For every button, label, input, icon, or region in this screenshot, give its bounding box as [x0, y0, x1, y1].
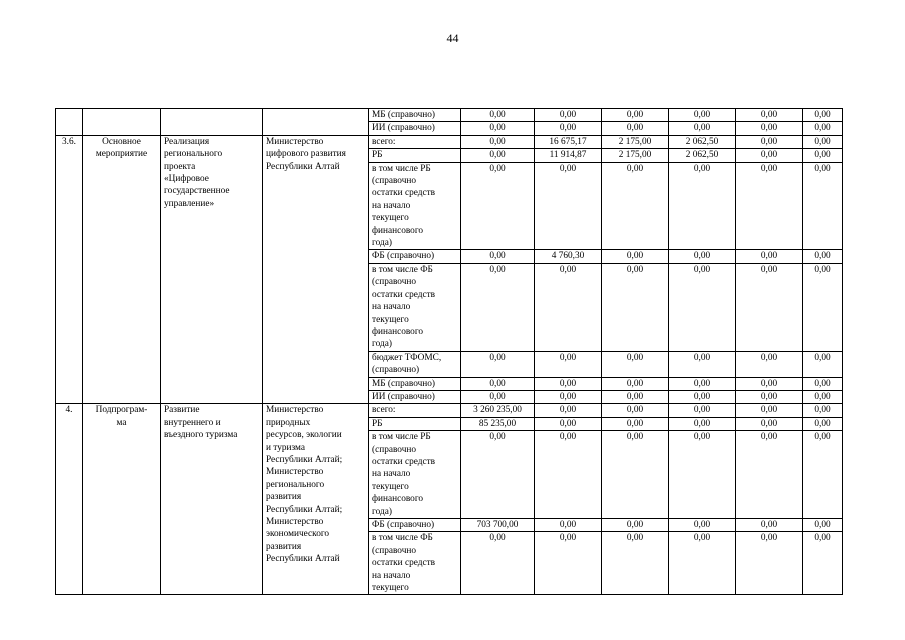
item-number: 4. — [56, 404, 83, 595]
value-cell: 0,00 — [602, 404, 669, 417]
empty-cell — [263, 109, 369, 136]
value-cell: 0,00 — [803, 417, 843, 430]
source-cell: всего: — [369, 404, 461, 417]
value-cell: 0,00 — [602, 390, 669, 403]
source-cell: МБ (справочно) — [369, 109, 461, 122]
item-name: Реализация регионального проекта «Цифровое государственное управление» — [161, 135, 263, 404]
value-cell: 0,00 — [461, 162, 535, 250]
value-cell: 0,00 — [803, 250, 843, 263]
value-cell: 0,00 — [803, 162, 843, 250]
table-row — [56, 135, 843, 148]
value-cell: 0,00 — [461, 149, 535, 162]
source-cell: ИИ (справочно) — [369, 122, 461, 135]
value-cell: 0,00 — [602, 532, 669, 595]
empty-cell — [83, 109, 161, 136]
value-cell: 2 175,00 — [602, 135, 669, 148]
value-cell: 0,00 — [803, 263, 843, 351]
value-cell: 0,00 — [461, 250, 535, 263]
source-cell: всего: — [369, 135, 461, 148]
source-cell: РБ — [369, 417, 461, 430]
value-cell: 0,00 — [669, 417, 736, 430]
value-cell: 0,00 — [803, 377, 843, 390]
empty-cell — [161, 109, 263, 136]
value-cell: 0,00 — [669, 404, 736, 417]
value-cell: 0,00 — [461, 109, 535, 122]
value-cell: 0,00 — [736, 532, 803, 595]
source-cell: в том числе РБ (справочно остатки средств на начало текущего финансового года) — [369, 431, 461, 519]
source-cell: ИИ (справочно) — [369, 390, 461, 403]
value-cell: 0,00 — [736, 109, 803, 122]
value-cell: 0,00 — [736, 417, 803, 430]
value-cell: 11 914,87 — [535, 149, 602, 162]
source-cell: ФБ (справочно) — [369, 250, 461, 263]
item-executor: Министерство природных ресурсов, экологии и туризма Республики Алтай; Министерство регионального развития Республики Алтай; Министерство экономического развития Республики Алтай — [263, 404, 369, 595]
value-cell: 0,00 — [669, 122, 736, 135]
value-cell: 2 175,00 — [602, 149, 669, 162]
value-cell: 0,00 — [669, 162, 736, 250]
value-cell: 0,00 — [602, 122, 669, 135]
value-cell: 0,00 — [535, 431, 602, 519]
value-cell: 0,00 — [535, 519, 602, 532]
source-cell: бюджет ТФОМС, (справочно) — [369, 351, 461, 377]
value-cell: 0,00 — [736, 351, 803, 377]
value-cell: 0,00 — [736, 250, 803, 263]
empty-cell — [56, 109, 83, 136]
source-cell: в том числе ФБ (справочно остатки средств на начало текущего — [369, 532, 461, 595]
value-cell: 0,00 — [535, 162, 602, 250]
value-cell: 0,00 — [803, 109, 843, 122]
value-cell: 0,00 — [602, 162, 669, 250]
item-executor: Министерство цифрового развития Республики Алтай — [263, 135, 369, 404]
value-cell: 0,00 — [461, 431, 535, 519]
value-cell: 0,00 — [803, 351, 843, 377]
page-number: 44 — [446, 31, 459, 45]
value-cell: 0,00 — [736, 162, 803, 250]
value-cell: 0,00 — [535, 377, 602, 390]
value-cell: 0,00 — [602, 250, 669, 263]
value-cell: 0,00 — [602, 417, 669, 430]
source-cell: МБ (справочно) — [369, 377, 461, 390]
value-cell: 0,00 — [602, 109, 669, 122]
table-row — [56, 404, 843, 417]
value-cell: 0,00 — [602, 519, 669, 532]
source-cell: РБ — [369, 149, 461, 162]
value-cell: 0,00 — [736, 149, 803, 162]
value-cell: 0,00 — [803, 519, 843, 532]
table-row — [56, 109, 843, 122]
value-cell: 0,00 — [535, 404, 602, 417]
value-cell: 3 260 235,00 — [461, 404, 535, 417]
value-cell: 0,00 — [461, 390, 535, 403]
value-cell: 0,00 — [803, 135, 843, 148]
value-cell: 0,00 — [669, 431, 736, 519]
value-cell: 4 760,30 — [535, 250, 602, 263]
value-cell: 0,00 — [461, 377, 535, 390]
value-cell: 2 062,50 — [669, 135, 736, 148]
value-cell: 16 675,17 — [535, 135, 602, 148]
value-cell: 0,00 — [803, 149, 843, 162]
value-cell: 0,00 — [602, 377, 669, 390]
value-cell: 0,00 — [461, 263, 535, 351]
item-type: Подпрограм- ма — [83, 404, 161, 595]
value-cell: 0,00 — [736, 404, 803, 417]
value-cell: 0,00 — [669, 109, 736, 122]
value-cell: 0,00 — [736, 122, 803, 135]
value-cell: 0,00 — [736, 431, 803, 519]
value-cell: 0,00 — [669, 519, 736, 532]
value-cell: 0,00 — [736, 390, 803, 403]
value-cell: 0,00 — [803, 431, 843, 519]
value-cell: 0,00 — [736, 377, 803, 390]
value-cell: 0,00 — [602, 431, 669, 519]
value-cell: 0,00 — [669, 532, 736, 595]
value-cell: 0,00 — [461, 122, 535, 135]
value-cell: 0,00 — [461, 135, 535, 148]
value-cell: 0,00 — [736, 135, 803, 148]
value-cell: 0,00 — [669, 250, 736, 263]
value-cell: 703 700,00 — [461, 519, 535, 532]
value-cell: 0,00 — [535, 109, 602, 122]
value-cell: 0,00 — [535, 122, 602, 135]
value-cell: 0,00 — [602, 263, 669, 351]
item-number: 3.6. — [56, 135, 83, 404]
value-cell: 0,00 — [669, 351, 736, 377]
source-cell: в том числе ФБ (справочно остатки средств на начало текущего финансового года) — [369, 263, 461, 351]
value-cell: 0,00 — [803, 532, 843, 595]
item-name: Развитие внутреннего и въездного туризма — [161, 404, 263, 595]
source-cell: в том числе РБ (справочно остатки средств на начало текущего финансового года) — [369, 162, 461, 250]
value-cell: 0,00 — [461, 532, 535, 595]
value-cell: 0,00 — [535, 532, 602, 595]
item-type: Основное мероприятие — [83, 135, 161, 404]
value-cell: 0,00 — [803, 390, 843, 403]
financing-table — [55, 108, 843, 595]
value-cell: 0,00 — [669, 377, 736, 390]
value-cell: 0,00 — [461, 351, 535, 377]
value-cell: 85 235,00 — [461, 417, 535, 430]
value-cell: 0,00 — [803, 404, 843, 417]
value-cell: 0,00 — [669, 390, 736, 403]
value-cell: 0,00 — [535, 417, 602, 430]
value-cell: 0,00 — [535, 263, 602, 351]
value-cell: 2 062,50 — [669, 149, 736, 162]
value-cell: 0,00 — [602, 351, 669, 377]
source-cell: ФБ (справочно) — [369, 519, 461, 532]
value-cell: 0,00 — [803, 122, 843, 135]
value-cell: 0,00 — [736, 519, 803, 532]
value-cell: 0,00 — [535, 390, 602, 403]
value-cell: 0,00 — [736, 263, 803, 351]
value-cell: 0,00 — [535, 351, 602, 377]
value-cell: 0,00 — [669, 263, 736, 351]
